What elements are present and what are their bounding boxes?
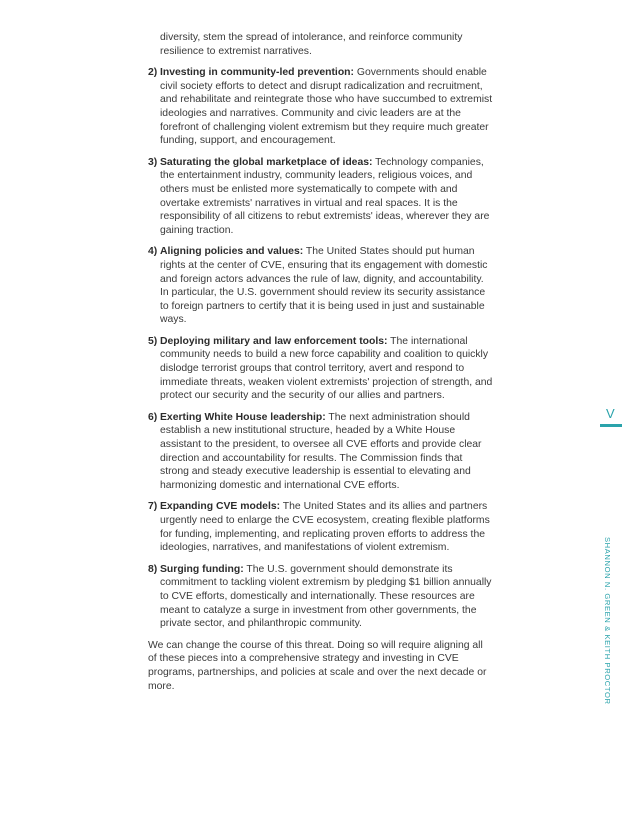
list-item-heading: Aligning policies and values: [160,246,304,258]
list-item-heading: Exerting White House leadership: [160,411,326,423]
page-number: V [606,406,615,421]
list-item-8 [148,563,494,631]
body-text [148,31,494,693]
page-tab-marker [600,424,622,427]
list-item-text: Technology companies, the entertainment industry, community leaders, religious voices, and others must be enlisted more systematically to compete with and overtake extremists' narratives in virtual and real spaces. It is the responsibility of all citizens to rebut extremists' ideas, wherever they are gaining traction. [160,156,490,236]
list-item-heading: Deploying military and law enforcement tools: [160,335,388,347]
list-item-text: The next administration should establish a new institutional structure, headed by a White House assistant to the president, to oversee all CVE efforts and provide clear direction and accountability for results. The Commission finds that strong and steady executive leadership is essential to elevating and harmonizing domestic and international CVE efforts. [160,411,482,491]
list-item-text: The U.S. government should demonstrate its commitment to tackling violent extremism by pledging $1 billion annually to CVE efforts, domestically and internationally. These resources are meant to catalyze a surge in investment from other governments, the private sector, and philanthropic community. [160,563,492,630]
list-item-heading: Investing in community-led prevention: [160,67,354,79]
list-item-text: The international community needs to build a new force capability and coalition to quickly dislodge terrorist groups that control territory, avert and respond to immediate threats, weaken violent extremists' projection of strength, and protect our security and the security of our allies and partners. [160,335,493,402]
list-item-5 [148,335,494,403]
list-item-number: 3) [148,156,158,168]
list-item-7 [148,500,494,554]
list-item-heading: Surging funding: [160,563,244,575]
list-item-6 [148,411,494,493]
list-item-4 [148,245,494,327]
list-item-text: The United States and its allies and partners urgently need to enlarge the CVE ecosystem, creating flexible platforms for funding, implementing, and replicating proven efforts to address the ideologies, narratives, and manifestations of violent extremism. [160,501,490,554]
list-item-heading: Saturating the global marketplace of ideas: [160,156,373,168]
running-author-credit: SHANNON N. GREEN & KEITH PROCTOR [603,537,612,705]
list-item-number: 5) [148,335,158,347]
closing-paragraph: We can change the course of this threat. Doing so will require aligning all of these pieces into a comprehensive strategy and investing in CVE programs, partnerships, and policies at scale and over the next decade or more. [148,639,487,692]
list-item-text: Governments should enable civil society efforts to detect and disrupt radicalization and recruitment, and rehabilitate and reintegrate those who have succumbed to extremist ideologies and narratives. Community and civic leaders are at the forefront of challenging violent extremism but they require much greater funding, support, and encouragement. [160,67,493,147]
list-item-number: 7) [148,501,158,513]
list-item-number: 6) [148,411,158,423]
list-item-2 [148,66,494,148]
list-item-number: 8) [148,563,158,575]
list-item-3 [148,156,494,238]
list-item-number: 2) [148,67,158,79]
list-item-number: 4) [148,246,158,258]
lead-in-paragraph: diversity, stem the spread of intolerance, and reinforce community resilience to extremist narratives. [160,32,463,57]
list-item-heading: Expanding CVE models: [160,501,281,513]
list-item-text: The United States should put human rights at the center of CVE, ensuring that its engagement with domestic and foreign actors advances the rule of law, dignity, and accountability. In particular, the U.S. government should review its security assistance to foreign partners to certify that it is being used in just and sustainable ways. [160,246,488,326]
